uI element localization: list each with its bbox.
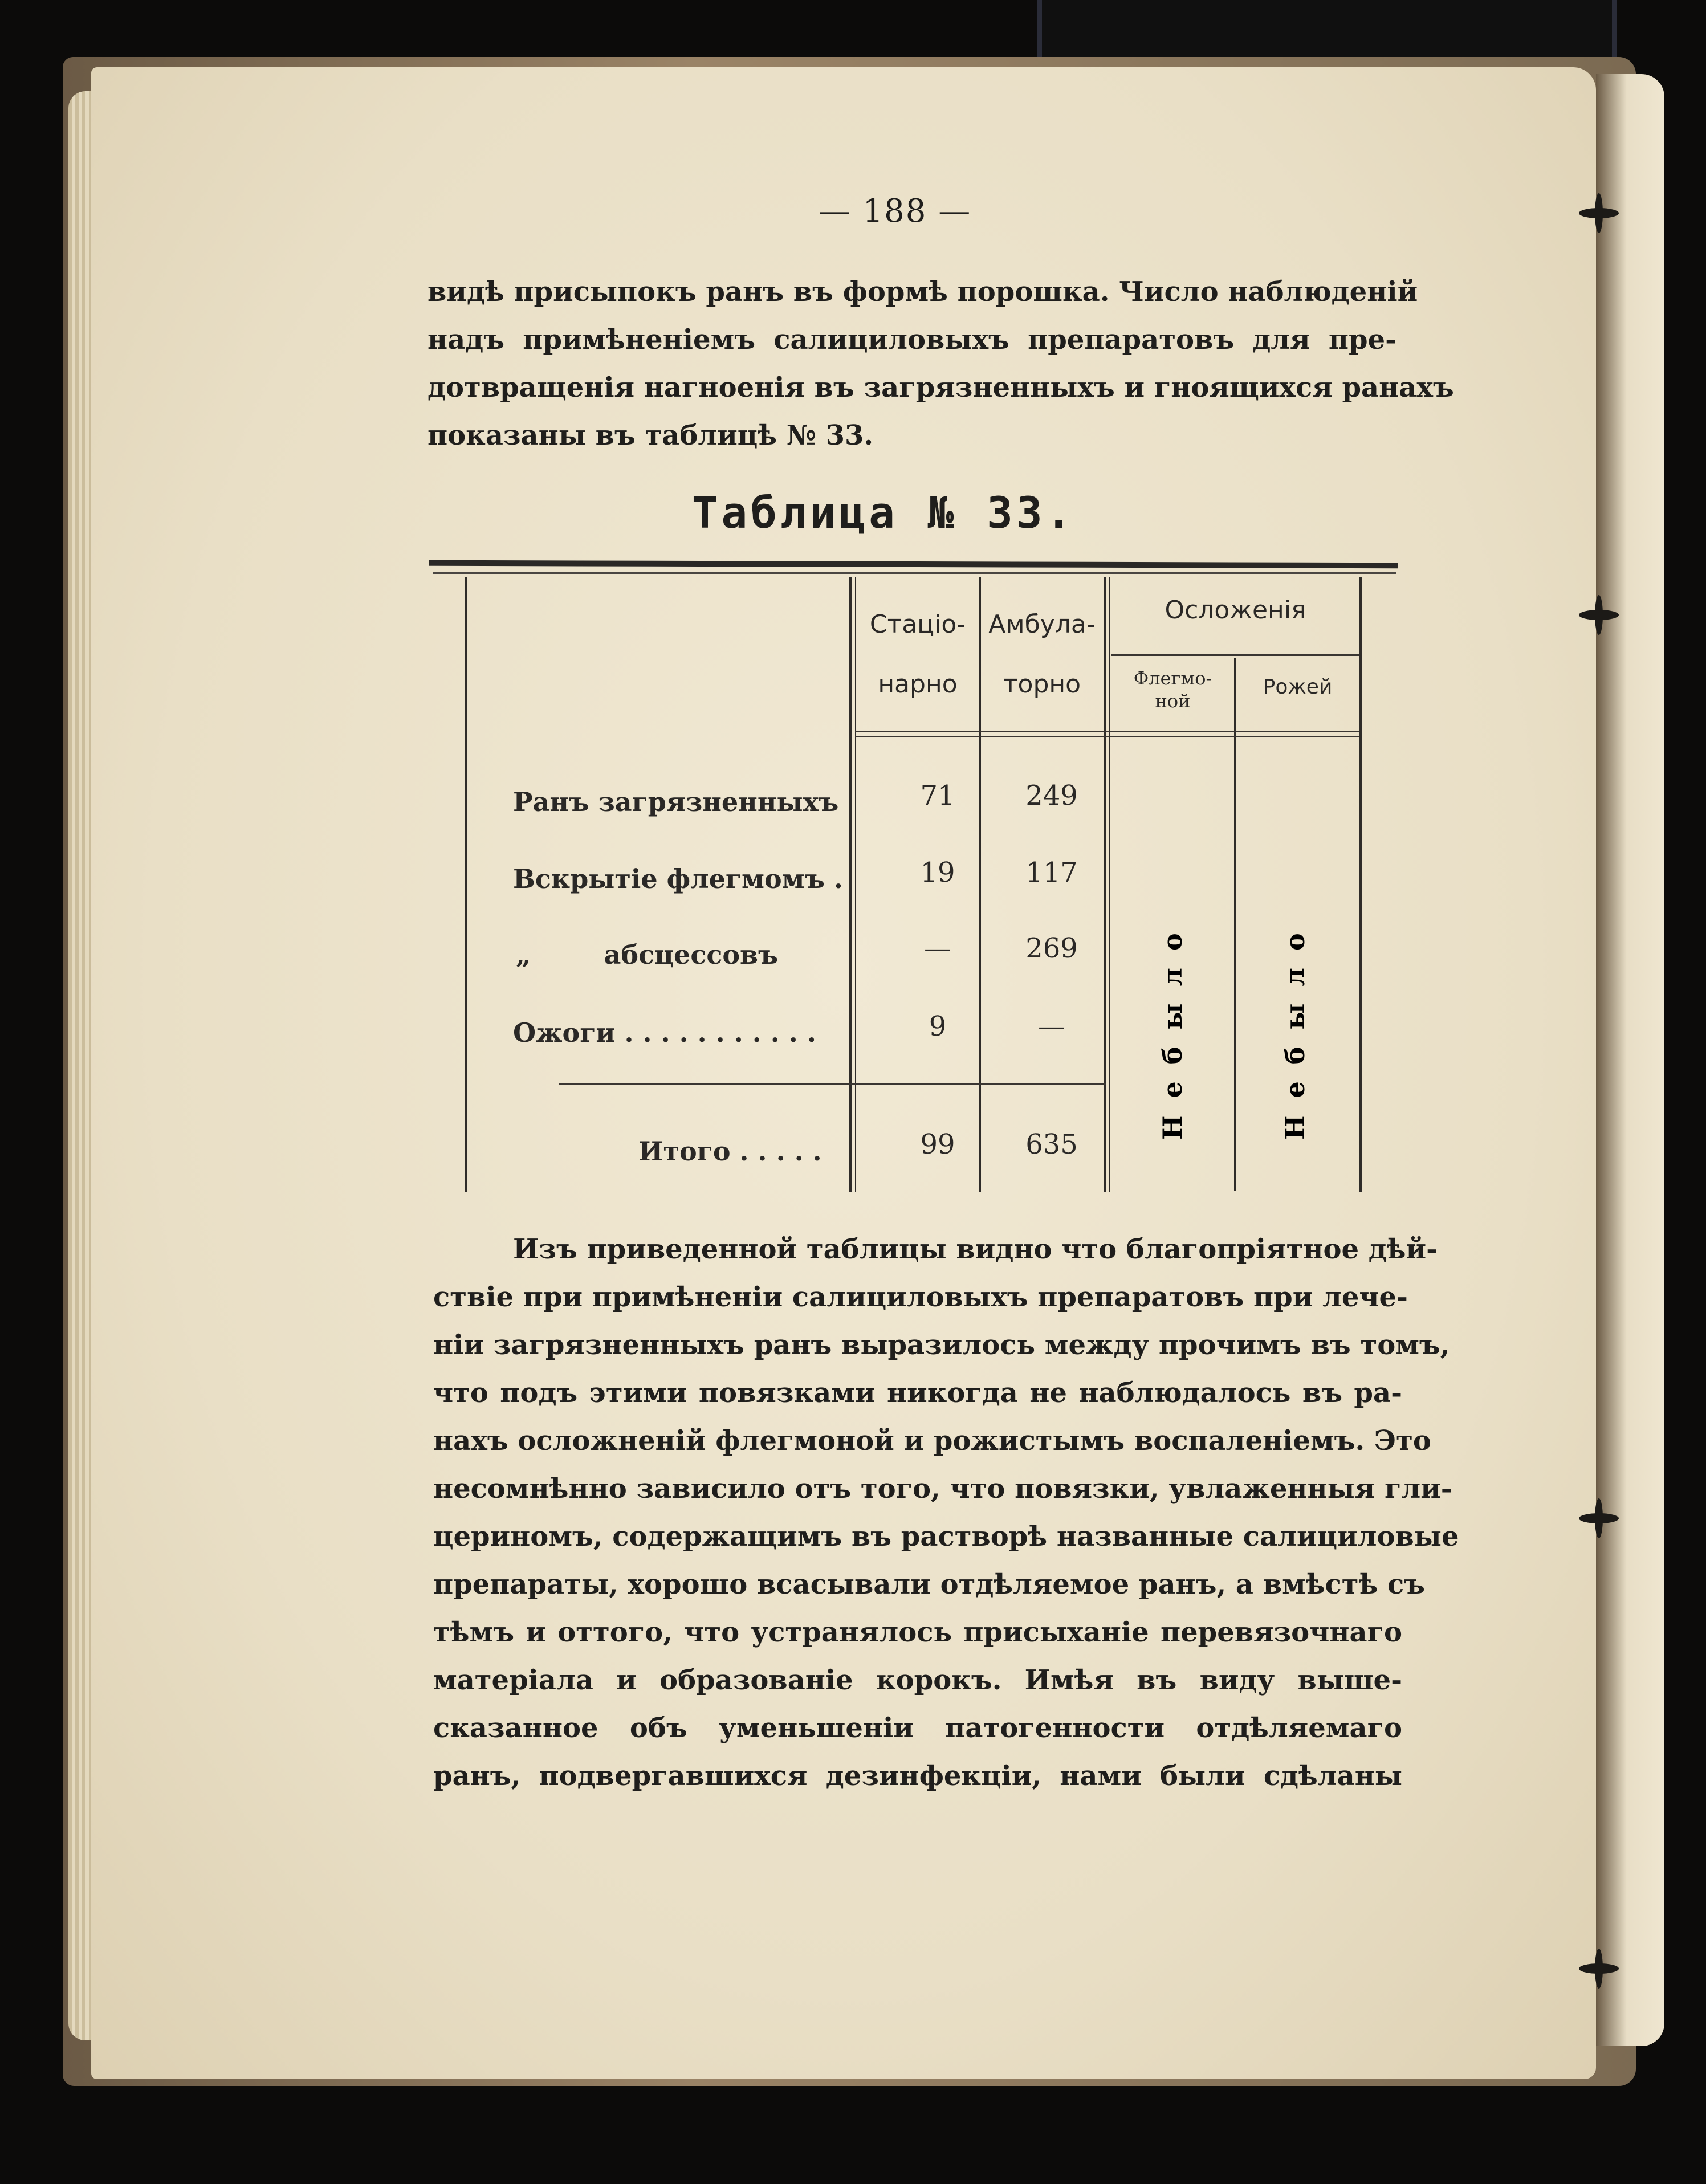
header-text: нарно — [878, 670, 958, 699]
binding-stitch-icon — [1579, 1963, 1619, 1974]
table-divider — [855, 577, 856, 1192]
header-complications — [1111, 596, 1359, 625]
cell-ambulatory: — — [1038, 1010, 1065, 1042]
page-number: — 188 — — [818, 193, 972, 230]
text-line: показаны въ таблицѣ № 33. — [427, 419, 874, 451]
header-stationary — [858, 610, 978, 639]
binding-stitch-icon — [1579, 1513, 1619, 1523]
text-line: ствіе при примѣненіи салициловыхъ препаратовъ при лече- — [433, 1281, 1408, 1313]
total-label: Итого . . . . . — [638, 1136, 822, 1167]
text-line: ніи загрязненныхъ ранъ выразилось между прочимъ въ томъ, — [433, 1329, 1450, 1361]
row-label: Ожоги . . . . . . . . . . . — [513, 1017, 816, 1048]
cell-ambulatory: 269 — [1025, 932, 1078, 964]
header-text: Стаціо- — [869, 610, 966, 639]
text-line: препараты, хорошо всасывали отдѣляемое ранъ, а вмѣстѣ съ — [433, 1568, 1425, 1600]
text-line: сказанное объ уменьшеніи патогенности отдѣляемаго — [433, 1712, 1402, 1744]
header-text: Осложенія — [1165, 596, 1306, 625]
table-title: Таблица № 33. — [691, 487, 1076, 538]
text-line: тѣмъ и оттого, что устранялось присыханіе перевязочнаго — [433, 1616, 1402, 1648]
header-text: Рожей — [1263, 675, 1333, 699]
table-header-divider — [1111, 654, 1359, 656]
table-top-rule-thin — [433, 572, 1396, 574]
table-total-rule — [559, 1083, 1106, 1085]
vertical-none-phlegmon: Небыло — [1157, 916, 1188, 1140]
cell-ambulatory: 249 — [1025, 780, 1078, 812]
text-line: несомнѣнно зависило отъ того, что повязки, увлаженныя гли- — [433, 1473, 1452, 1505]
text-line: видѣ присыпокъ ранъ въ формѣ порошка. Число наблюденій — [427, 276, 1418, 308]
table-border-right — [1359, 577, 1362, 1192]
facing-page-edge — [1596, 74, 1664, 2046]
cell-stationary: — — [924, 932, 951, 964]
header-text: торно — [1003, 670, 1081, 699]
row-label: Ранъ загрязненныхъ — [513, 787, 839, 817]
table-header-bottom — [855, 731, 1359, 732]
vertical-none-erysipelas: Небыло — [1280, 916, 1310, 1140]
text-line: нахъ осложненій флегмоной и рожистымъ воспаленіемъ. Это — [433, 1425, 1431, 1457]
table-border-left — [465, 577, 467, 1192]
table-divider — [849, 577, 852, 1192]
header-stationary — [858, 670, 978, 699]
total-ambulatory: 635 — [1025, 1128, 1078, 1160]
text-line: дотвращенія нагноенія въ загрязненныхъ и гноящихся ранахъ — [427, 372, 1454, 404]
table-divider — [1234, 658, 1236, 1191]
text-line: цериномъ, содержащимъ въ растворѣ названные салициловые — [433, 1521, 1459, 1553]
row-label: „ абсцессовъ — [516, 939, 779, 970]
cell-stationary: 71 — [920, 780, 955, 812]
header-ambulatory — [982, 670, 1102, 699]
binding-stitch-icon — [1579, 208, 1619, 218]
total-stationary: 99 — [920, 1128, 955, 1160]
text-line: ранъ, подвергавшихся дезинфекціи, нами были сдѣланы — [433, 1760, 1402, 1792]
cell-ambulatory: 117 — [1025, 857, 1078, 889]
text-line: надъ примѣненіемъ салициловыхъ препаратовъ для пре- — [427, 324, 1396, 356]
header-erysipelas — [1236, 675, 1359, 699]
table-divider — [1104, 577, 1106, 1192]
header-text: Флегмо- — [1133, 667, 1212, 689]
table-header-bottom — [855, 736, 1359, 737]
cell-stationary: 19 — [920, 857, 955, 889]
intro-paragraph — [427, 268, 1454, 459]
header-text: Амбула- — [988, 610, 1096, 639]
table-divider — [1109, 577, 1110, 1192]
text-line: что подъ этими повязками никогда не наблюдалось въ ра- — [433, 1377, 1402, 1409]
row-label: Вскрытіе флегмомъ . — [513, 863, 843, 894]
header-text: ной — [1155, 690, 1191, 712]
closing-paragraph — [433, 1225, 1459, 1800]
text-line: матеріала и образованіе корокъ. Имѣя въ виду выше- — [433, 1664, 1402, 1696]
binding-stitch-icon — [1579, 610, 1619, 620]
header-ambulatory — [982, 610, 1102, 639]
header-phlegmon — [1111, 667, 1234, 712]
cell-stationary: 9 — [929, 1010, 947, 1042]
text-line: Изъ приведенной таблицы видно что благопріятное дѣй- — [513, 1233, 1438, 1265]
scanner-frame — [1037, 0, 1617, 66]
